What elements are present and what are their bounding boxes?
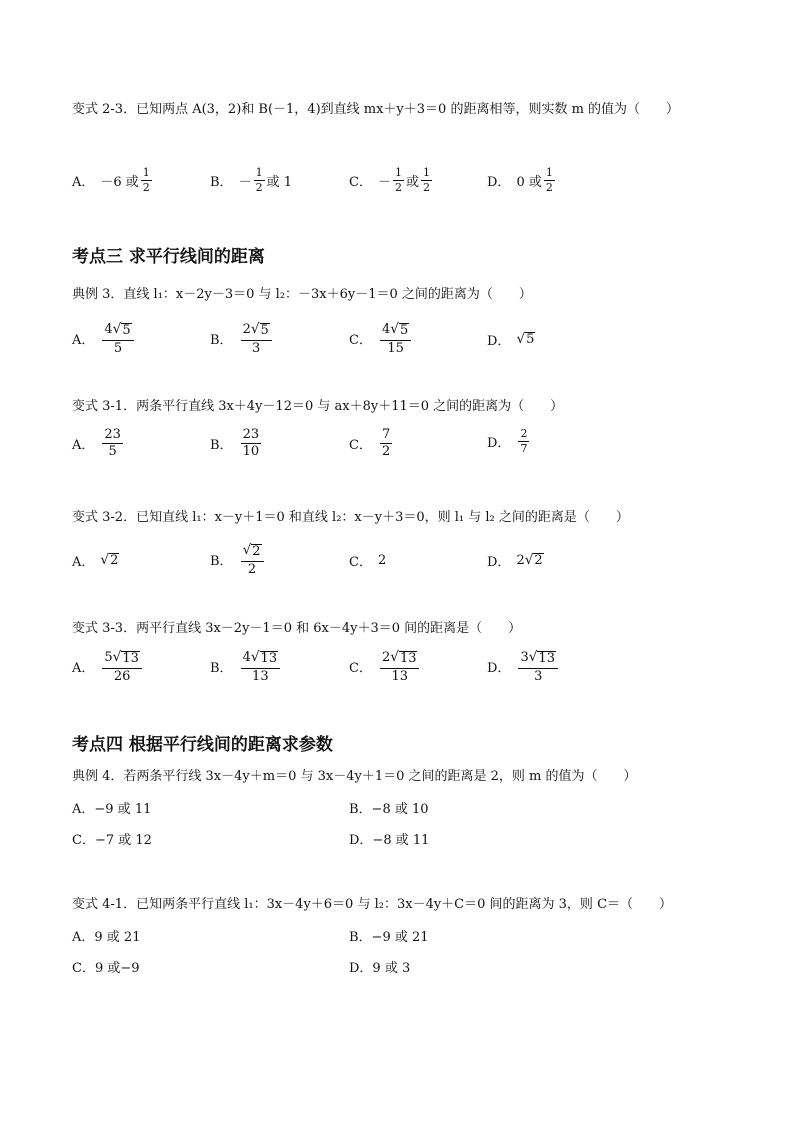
fraction: $\frac{23}{5}$ xyxy=(104,427,121,459)
option-label: B． xyxy=(210,333,233,349)
option-a: A．−9 或 11 xyxy=(72,802,152,817)
fraction: 2 √ 5 3 xyxy=(241,322,272,356)
fraction: √ 2 2 xyxy=(241,543,264,577)
option-c xyxy=(349,650,421,684)
option-c: C．9 或−9 xyxy=(72,961,140,976)
radical: √ 2 xyxy=(100,552,119,569)
option-a xyxy=(72,322,136,356)
option-text: －6 或 xyxy=(100,174,139,190)
option-label: D． xyxy=(487,174,511,190)
option-d xyxy=(487,167,557,193)
option-text: － xyxy=(238,174,252,190)
option-label: A． xyxy=(72,555,95,570)
option-label: A． xyxy=(72,174,95,190)
option-label: A． xyxy=(72,333,95,349)
question-stem: 变式 3-2．已知直线 l₁：x－y＋1＝0 和直线 l₂：x－y＋3＝0，则 l₁ 与 l₂ 之间的距离是（ ） xyxy=(72,510,629,525)
radical: √ 2 xyxy=(524,552,543,569)
option-a xyxy=(72,167,154,193)
option-b xyxy=(210,650,282,684)
question-stem: 典例 3．直线 l₁：x－2y－3＝0 与 l₂：－3x＋6y－1＝0 之间的距离为（ ） xyxy=(72,287,532,302)
option-b: B．−9 或 21 xyxy=(349,930,429,945)
section-heading-4: 考点四 根据平行线间的距离求参数 xyxy=(72,735,333,755)
option-d xyxy=(487,551,544,570)
option-label: C． xyxy=(349,437,372,453)
option-text: 2 xyxy=(377,553,387,568)
option-text: 0 或 xyxy=(516,174,542,190)
fraction: 2 √ 13 13 xyxy=(380,650,420,684)
fraction: $\frac{1}{2}$ xyxy=(422,166,430,194)
option-label: D． xyxy=(487,435,511,451)
option-d: D．9 或 3 xyxy=(349,961,411,976)
option-label: B． xyxy=(210,437,233,453)
option-label: C． xyxy=(349,174,372,190)
option-c: C．−7 或 12 xyxy=(72,833,152,848)
option-c xyxy=(349,551,386,570)
question-stem: 变式 4-1．已知两条平行直线 l₁：3x－4y＋6＝0 与 l₂：3x－4y＋C＝0 间的距离为 3，则 C＝（ ） xyxy=(72,897,673,912)
option-a xyxy=(72,551,119,570)
fraction: 5 √ 13 26 xyxy=(102,650,142,684)
fraction: 4 √ 5 5 xyxy=(102,322,133,356)
fraction: $\frac{23}{10}$ xyxy=(242,427,260,459)
option-c xyxy=(349,428,394,458)
option-text: 或 1 xyxy=(266,174,292,190)
option-d xyxy=(487,650,560,684)
fraction: $\frac{1}{2}$ xyxy=(255,166,263,194)
fraction: 4 √ 5 15 xyxy=(380,322,411,356)
fraction: $\frac{1}{2}$ xyxy=(545,166,553,194)
option-text: 2 xyxy=(516,553,525,568)
option-a xyxy=(72,428,125,458)
option-label: C． xyxy=(349,555,372,570)
option-label: D． xyxy=(487,334,511,349)
radical: √ 5 xyxy=(516,331,535,348)
option-label: D． xyxy=(487,661,511,677)
section-heading-3: 考点三 求平行线间的距离 xyxy=(72,247,265,267)
option-label: B． xyxy=(210,661,233,677)
option-label: A． xyxy=(72,437,95,453)
fraction: $\frac{2}{7}$ xyxy=(520,427,528,455)
option-c xyxy=(349,322,413,356)
option-label: A． xyxy=(72,661,95,677)
option-b xyxy=(210,543,266,577)
option-label: D． xyxy=(487,555,511,570)
option-b: B．−8 或 10 xyxy=(349,802,429,817)
option-label: B． xyxy=(210,554,233,570)
question-stem: 典例 4．若两条平行线 3x－4y＋m＝0 与 3x－4y＋1＝0 之间的距离是 2，则 m 的值为（ ） xyxy=(72,769,637,784)
fraction: $\frac{1}{2}$ xyxy=(142,166,150,194)
question-stem: 变式 3-1．两条平行直线 3x＋4y－12＝0 与 ax＋8y＋11＝0 之间的距离为（ ） xyxy=(72,399,564,414)
option-d: D．−8 或 11 xyxy=(349,833,430,848)
option-d xyxy=(487,428,531,454)
option-a: A．9 或 21 xyxy=(72,930,141,945)
option-d xyxy=(487,330,535,349)
option-text: 或 xyxy=(405,174,419,190)
option-c xyxy=(349,167,434,193)
option-text: － xyxy=(377,174,391,190)
fraction: 3 √ 13 3 xyxy=(518,650,558,684)
option-a xyxy=(72,650,144,684)
option-label: C． xyxy=(349,333,372,349)
question-stem: 变式 3-3．两平行直线 3x－2y－1＝0 和 6x－4y＋3＝0 间的距离是（ ） xyxy=(72,621,522,636)
option-b xyxy=(210,428,263,458)
option-b xyxy=(210,322,274,356)
option-b xyxy=(210,167,292,193)
fraction: 4 √ 13 13 xyxy=(241,650,281,684)
fraction: $\frac{1}{2}$ xyxy=(394,166,402,194)
fraction: $\frac{7}{2}$ xyxy=(381,427,391,459)
question-stem: 变式 2-3．已知两点 A(3，2)和 B(－1，4)到直线 mx＋y＋3＝0 的距离相等，则实数 m 的值为（ ） xyxy=(72,102,680,117)
option-label: B． xyxy=(210,174,233,190)
option-label: C． xyxy=(349,661,372,677)
